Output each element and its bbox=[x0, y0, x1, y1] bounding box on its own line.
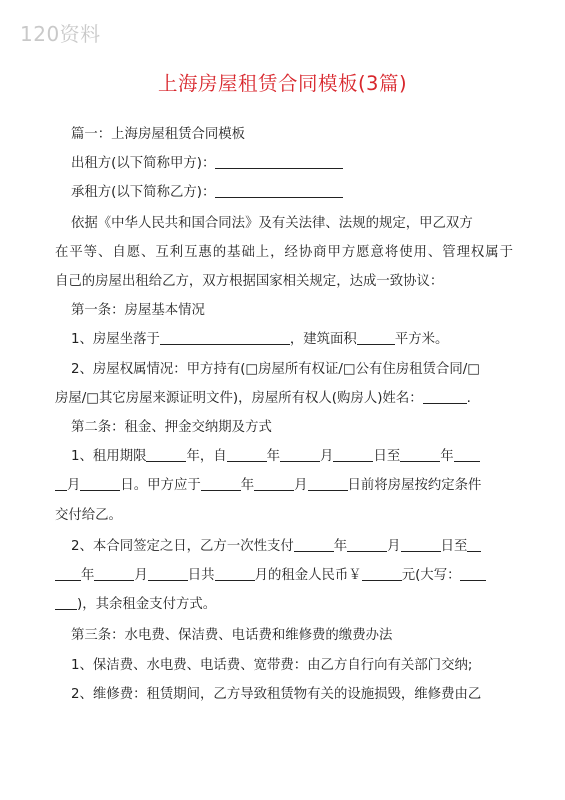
text: 元(大写： bbox=[401, 568, 461, 584]
text: ，建筑面积 bbox=[289, 332, 357, 348]
owner-name-blank bbox=[423, 388, 467, 404]
text: 年 bbox=[440, 449, 454, 465]
pay-end-month-blank bbox=[94, 565, 134, 581]
text: 月 bbox=[294, 478, 308, 494]
text: 日共 bbox=[187, 568, 215, 584]
text: 月 bbox=[67, 478, 81, 494]
delivery-day-blank bbox=[308, 475, 348, 491]
text: . bbox=[466, 390, 471, 406]
paragraph bbox=[55, 680, 513, 709]
paragraph bbox=[55, 532, 513, 561]
text: 月 bbox=[320, 449, 334, 465]
address-blank bbox=[160, 329, 290, 345]
text: 交付给乙。 bbox=[55, 507, 122, 523]
rent-words-blank bbox=[460, 565, 486, 581]
paragraph bbox=[55, 471, 513, 500]
text: 房屋/□其它房屋来源证明文件)，房屋所有权人(购房人)姓名： bbox=[55, 390, 423, 406]
text: 篇一：上海房屋租赁合同模板 bbox=[71, 127, 246, 142]
end-month-blank-cont bbox=[55, 475, 67, 491]
text: 自己的房屋出租给乙方，双方根据国家相关规定，达成一致协议： bbox=[55, 274, 444, 290]
paragraph bbox=[55, 442, 513, 471]
end-month-blank bbox=[454, 446, 480, 462]
paragraph bbox=[55, 590, 513, 619]
start-month-blank bbox=[280, 446, 320, 462]
paragraph bbox=[55, 561, 513, 590]
text: 2、维修费：租赁期间，乙方导致租赁物有关的设施损毁，维修费由乙 bbox=[71, 686, 482, 702]
text: )，其余租金支付方式。 bbox=[77, 597, 217, 613]
document-title: 上海房屋租赁合同模板(3篇) bbox=[157, 72, 408, 95]
text: 年 bbox=[81, 568, 95, 584]
text: 月 bbox=[134, 568, 148, 584]
text: 依据《中华人民共和国合同法》及有关法律、法规的规定，甲乙双方 bbox=[71, 215, 473, 231]
watermark: 120资料 bbox=[20, 22, 101, 46]
paragraph bbox=[55, 501, 513, 530]
text: 日至 bbox=[440, 538, 468, 554]
text: 月的租金人民币￥ bbox=[254, 568, 362, 584]
text: 年 bbox=[266, 449, 281, 465]
text: 日前将房屋按约定条件 bbox=[347, 478, 482, 494]
paragraph bbox=[55, 296, 513, 325]
text: 月 bbox=[387, 538, 401, 554]
paragraph bbox=[55, 178, 513, 207]
paragraph bbox=[55, 651, 513, 680]
pay-end-day-blank bbox=[148, 565, 188, 581]
rent-words-blank-cont bbox=[55, 594, 77, 610]
paragraph bbox=[55, 209, 513, 238]
paragraph bbox=[55, 120, 513, 149]
text: 平方米。 bbox=[394, 332, 449, 348]
text: 1、保洁费、水电费、电话费、宽带费：由乙方自行向有关部门交纳; bbox=[71, 657, 473, 673]
paragraph bbox=[55, 267, 513, 296]
rent-amount-blank bbox=[362, 565, 402, 581]
lessor-blank bbox=[215, 153, 343, 169]
pay-month-blank bbox=[347, 536, 387, 552]
text: 第一条：房屋基本情况 bbox=[71, 303, 205, 319]
pay-end-year-blank-cont bbox=[55, 565, 81, 581]
paragraph bbox=[55, 621, 513, 650]
paragraph bbox=[55, 238, 513, 267]
text: 年，自 bbox=[186, 449, 227, 465]
pay-year-blank bbox=[294, 536, 334, 552]
end-year-blank bbox=[400, 446, 440, 462]
end-day-blank bbox=[80, 475, 120, 491]
text: 出租方(以下简称甲方)： bbox=[71, 156, 216, 172]
paragraph bbox=[55, 149, 513, 178]
pay-day-blank bbox=[401, 536, 441, 552]
text: 年 bbox=[333, 538, 348, 554]
text: 2、房屋权属情况：甲方持有(□房屋所有权证/□公有住房租赁合同/□ bbox=[71, 361, 480, 377]
area-blank bbox=[357, 329, 395, 345]
text: 日至 bbox=[373, 449, 401, 465]
document-body bbox=[55, 120, 513, 709]
text: 日。甲方应于 bbox=[120, 478, 201, 494]
text: 2、本合同签定之日，乙方一次性支付 bbox=[71, 538, 294, 554]
start-year-blank bbox=[227, 446, 267, 462]
text: 1、租用期限 bbox=[71, 449, 147, 465]
text: 在平等、自愿、互利互惠的基础上，经协商甲方愿意将使用、管理权属于 bbox=[55, 244, 513, 260]
paragraph bbox=[55, 413, 513, 442]
paragraph bbox=[55, 384, 513, 413]
years-blank bbox=[146, 446, 186, 462]
lessee-blank bbox=[215, 182, 343, 198]
pay-end-year-blank bbox=[467, 536, 481, 552]
paragraph bbox=[55, 355, 513, 384]
text: 第二条：租金、押金交纳期及方式 bbox=[71, 420, 272, 436]
start-day-blank bbox=[333, 446, 373, 462]
text: 1、房屋坐落于 bbox=[71, 332, 160, 348]
months-blank bbox=[215, 565, 255, 581]
delivery-month-blank bbox=[254, 475, 294, 491]
text: 第三条：水电费、保洁费、电话费和维修费的缴费办法 bbox=[71, 628, 393, 644]
delivery-year-blank bbox=[201, 475, 241, 491]
paragraph bbox=[55, 325, 513, 354]
text: 承租方(以下简称乙方)： bbox=[71, 185, 216, 201]
text: 年 bbox=[240, 478, 255, 494]
